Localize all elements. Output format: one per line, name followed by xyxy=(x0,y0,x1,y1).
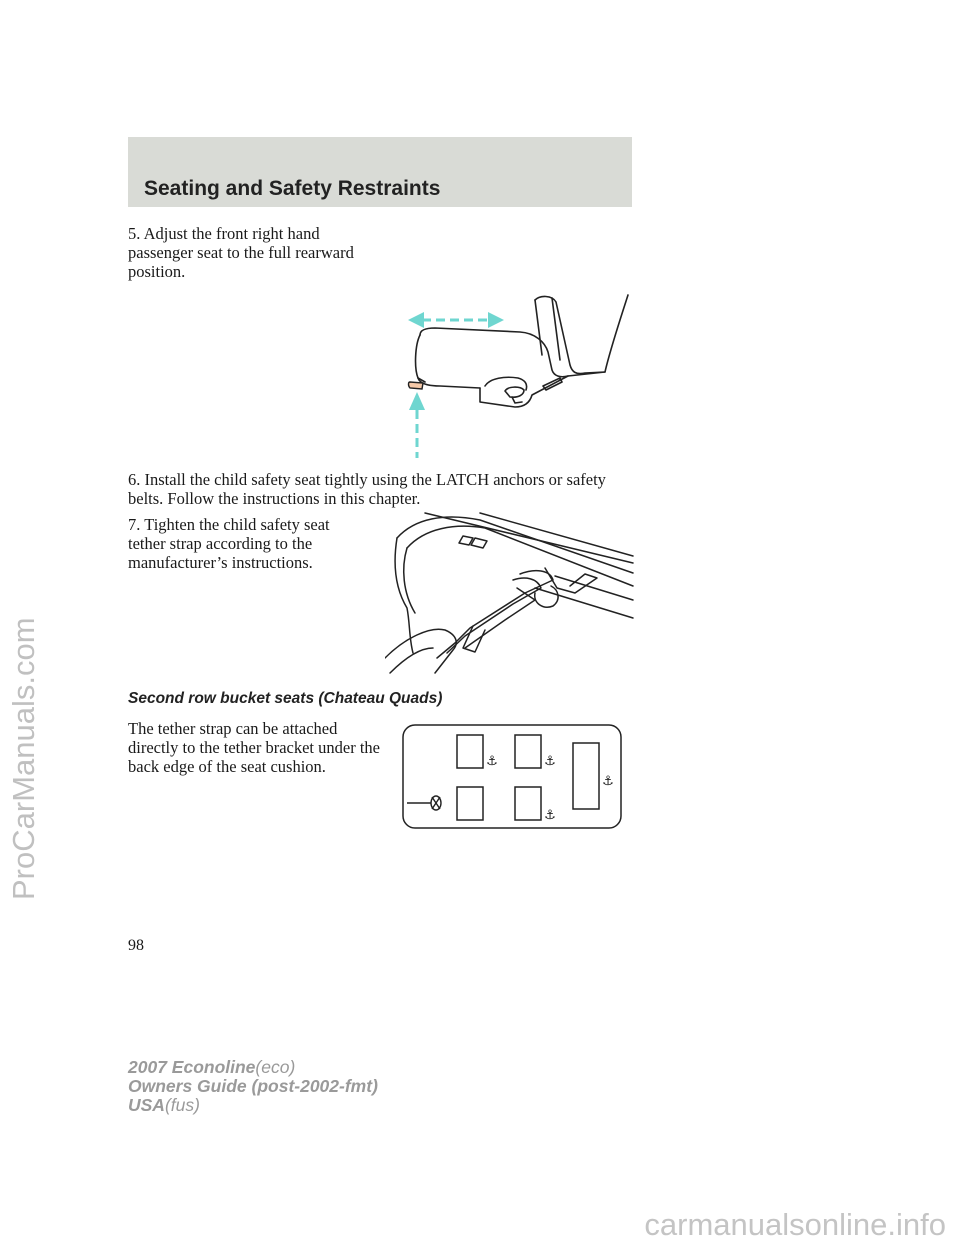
step-5-text: 5. Adjust the front right hand passenger seat to the full rearward position. xyxy=(128,224,354,281)
document-footer xyxy=(128,1058,378,1115)
step-7-text: 7. Tighten the child safety seat tether strap according to the manufacturer’s instructions. xyxy=(128,515,330,572)
seat-front-right xyxy=(515,735,541,768)
anchor-icon: ⚓ xyxy=(544,754,556,769)
seat-front-left xyxy=(457,735,483,768)
footer-market-code: (fus) xyxy=(164,1095,200,1115)
subsection-heading: Second row bucket seats (Chateau Quads) xyxy=(128,690,443,707)
seat-lever xyxy=(409,382,424,389)
tether-strap-illustration xyxy=(385,508,635,678)
footer-market: USA xyxy=(128,1095,165,1115)
footer-guide: Owners Guide (post-2002-fmt) xyxy=(128,1076,378,1096)
anchor-icon: ⚓ xyxy=(486,754,498,769)
anchor-icon: ⚓ xyxy=(544,808,556,823)
bench-seat xyxy=(573,743,599,809)
page-number: 98 xyxy=(128,937,144,954)
watermark-left: ProCarManuals.com xyxy=(6,617,41,900)
seat-layout-diagram xyxy=(401,723,625,831)
seat-rear-right xyxy=(515,787,541,820)
watermark-bottom: carmanualsonline.info xyxy=(644,1207,946,1242)
seat-rear-left xyxy=(457,787,483,820)
footer-model-code: (eco) xyxy=(255,1057,296,1077)
section-title: Seating and Safety Restraints xyxy=(144,177,441,200)
anchor-icon: ⚓ xyxy=(602,774,614,789)
footer-model: 2007 Econoline xyxy=(128,1057,256,1077)
section-header xyxy=(128,137,632,207)
seat-adjust-illustration xyxy=(400,290,640,465)
subsection-text: The tether strap can be attached directly to the tether bracket under the back edge of the seat cushion. xyxy=(128,719,380,776)
step-6-text: 6. Install the child safety seat tightly using the LATCH anchors or safety belts. Follow the instructions in this chapter. xyxy=(128,470,606,508)
